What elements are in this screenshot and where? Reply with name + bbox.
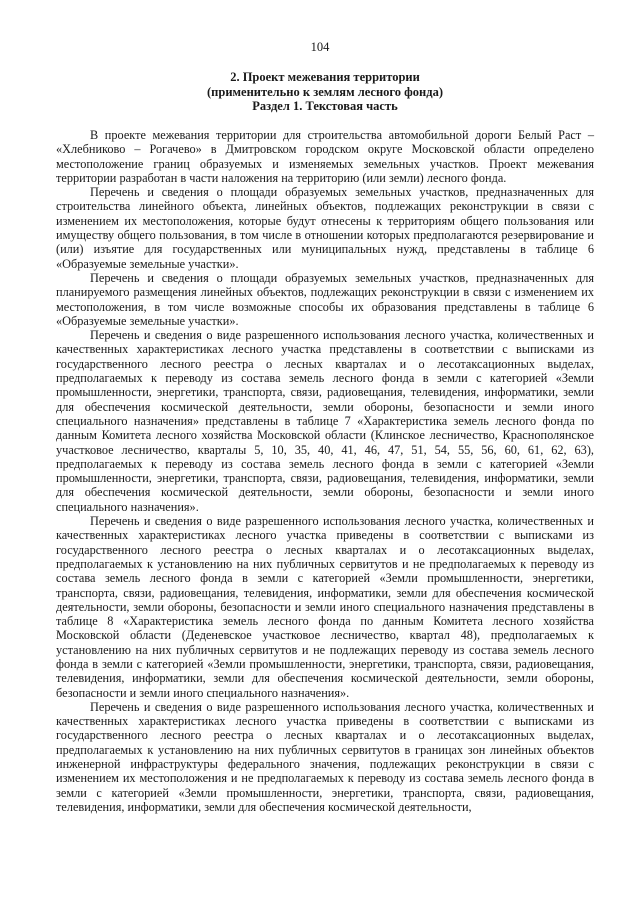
section-heading xyxy=(56,70,594,114)
body-text xyxy=(56,128,594,814)
paragraph: Перечень и сведения о виде разрешенного использования лесного участка, количественных и качественных характеристиках лесного участка приведены в соответствии с выписками из государственного лесного реестра о лесных кварталах и о лесотаксационных выделах, предполагаемых к установлению на них публичных сервитутов и не предполагаемых к переводу из состава земель лесного фонда в земли с категорией «Земли промышленности, энергетики, транспорта, связи, радиовещания, телевидения, информатики, земли для обеспечения космической деятельности, земли обороны, безопасности и земли иного специального назначения представлены в таблице 8 «Характеристика земель лесного фонда по данным Комитета лесного хозяйства Московской области (Деденевское участковое лесничество, квартал 48), предполагаемых к установлению на них публичных сервитутов и не подлежащих переводу из состава земель лесного фонда в земли с категорией «Земли промышленности, энергетики, транспорта, связи, радиовещания, телевидения, информатики, земли для обеспечения космической деятельности, земли обороны, безопасности и земли иного специального назначения». xyxy=(56,514,594,700)
heading-section: Раздел 1. Текстовая часть xyxy=(252,99,398,113)
heading-title: 2. Проект межевания территории xyxy=(230,70,420,84)
paragraph: Перечень и сведения о виде разрешенного использования лесного участка, количественных и качественных характеристиках лесного участка представлены в соответствии с выписками из государственного лесного реестра о лесных кварталах и о лесотаксационных выделах, предполагаемых к переводу из состава земель лесного фонда в земли с категорией «Земли промышленности, энергетики, транспорта, связи, радиовещания, телевидения, информатики, земли для обеспечения космической деятельности, земли обороны, безопасности и земли иного специального назначения» представлены в таблице 7 «Характеристика земель лесного фонда по данным Комитета лесного хозяйства Московской области (Клинское лесничество, Краснополянское участковое лесничество, кварталы 5, 10, 35, 40, 41, 46, 47, 51, 54, 55, 56, 60, 61, 62, 63), предполагаемых к переводу из состава земель лесного фонда в земли с категорией «Земли промышленности, энергетики, транспорта, связи, радиовещания, телевидения, информатики, земли для обеспечения космической деятельности, земли обороны, безопасности и земли иного специального назначения». xyxy=(56,328,594,514)
paragraph: Перечень и сведения о виде разрешенного использования лесного участка, количественных и качественных характеристиках лесного участка приведены в соответствии с выписками из государственного лесного реестра о лесных кварталах и о лесотаксационных выделах, предполагаемых к установлению на них публичных сервитутов в границах зон линейных объектов инженерной инфраструктуры федерального значения, подлежащих реконструкции в связи с изменением их местоположения и не предполагаемых к переводу из состава земель лесного фонда в земли с категорией «Земли промышленности, энергетики, транспорта, связи, радиовещания, телевидения, информатики, земли для обеспечения космической деятельности, xyxy=(56,699,594,814)
paragraph: Перечень и сведения о площади образуемых земельных участков, предназначенных для планируемого размещения линейных объектов, подлежащих реконструкции в связи с изменением их местоположения, в том числе возможные способы их образования представлены в таблице 6 «Образуемые земельные участки». xyxy=(56,270,594,328)
heading-subtitle: (применительно к землям лесного фонда) xyxy=(207,84,443,99)
paragraph: В проекте межевания территории для строительства автомобильной дороги Белый Раст – «Хлебниково – Рогачево» в Дмитровском городском округе Московской области определено местоположение границ образуемых и изменяемых земельных участков. Проект межевания территории разработан в части наложения на территорию (или земли) лесного фонда. xyxy=(56,128,594,185)
paragraph: Перечень и сведения о площади образуемых земельных участков, предназначенных для строительства линейного объекта, линейных объектов, подлежащих реконструкции в связи с изменением их местоположения, которые будут отнесены к территориям общего пользования или имуществу общего пользования, в том числе в отношении которых предполагаются резервирование и (или) изъятие для государственных или муниципальных нужд, представлены в таблице 6 «Образуемые земельные участки». xyxy=(56,185,594,271)
page-number: 104 xyxy=(310,40,330,54)
